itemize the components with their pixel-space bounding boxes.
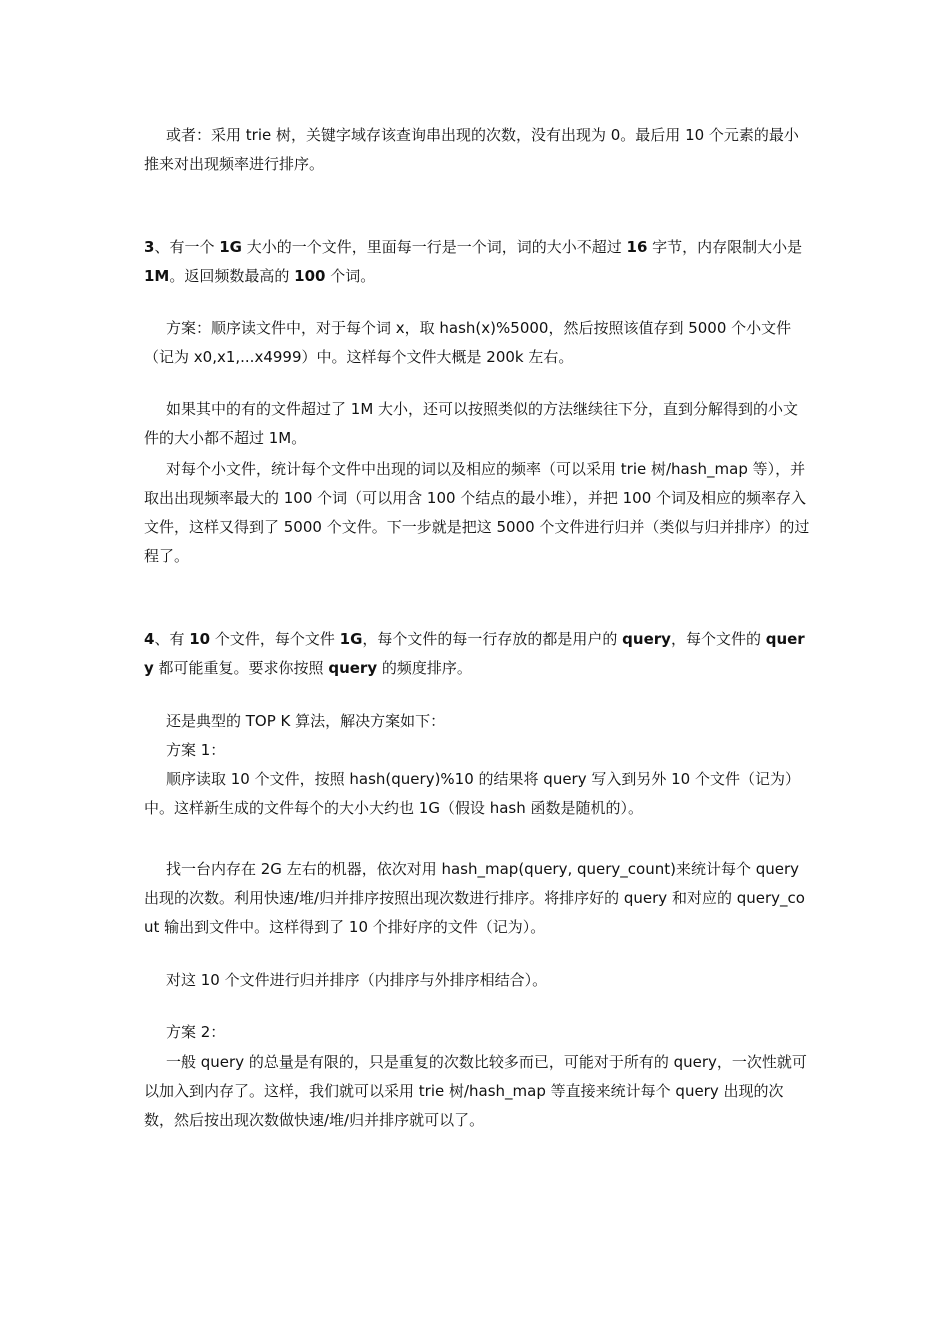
heading-bold: query bbox=[144, 630, 805, 677]
paragraph-trie-alternative: 或者：采用 trie 树，关键字域存该查询串出现的次数，没有出现为 0。最后用 10 个元素的最小推来对出现频率进行排序。 bbox=[144, 126, 799, 173]
heading-bold: 1G bbox=[339, 630, 363, 648]
heading-bold: 10 bbox=[189, 630, 211, 648]
heading-bold: 100 bbox=[294, 267, 326, 285]
heading-text: 大小的一个文件，里面每一行是一个词，词的大小不超过 bbox=[241, 238, 627, 256]
heading-text: 的频度排序。 bbox=[377, 659, 472, 677]
question-4-heading bbox=[144, 625, 810, 683]
heading-bold: 1G bbox=[219, 238, 242, 256]
heading-text: 。返回频数最高的 bbox=[169, 267, 295, 285]
answer-4-intro: 还是典型的 TOP K 算法，解决方案如下： bbox=[166, 712, 446, 730]
question-3-heading bbox=[144, 233, 810, 291]
heading-text: 都可能重复。要求你按照 bbox=[153, 659, 329, 677]
heading-text: 个词。 bbox=[325, 267, 376, 285]
answer-3-split: 如果其中的有的文件超过了 1M 大小，还可以按照类似的方法继续往下分，直到分解得到的小文件的大小都不超过 1M。 bbox=[144, 400, 799, 447]
answer-3-plan: 方案：顺序读文件中，对于每个词 x，取 hash(x)%5000，然后按照该值存到 5000 个小文件（记为 x0,x1,...x4999）中。这样每个文件大概是 200k 左右。 bbox=[144, 319, 792, 366]
question-number: 3 bbox=[144, 238, 155, 256]
heading-text: 、有 bbox=[154, 630, 190, 648]
heading-text: 字节，内存限制大小是 bbox=[647, 238, 803, 256]
question-number: 4 bbox=[144, 630, 155, 648]
plan-2-label: 方案 2： bbox=[166, 1023, 226, 1041]
heading-text: ，每个文件的 bbox=[670, 630, 766, 648]
heading-text: 个文件，每个文件 bbox=[210, 630, 340, 648]
heading-bold: 1M bbox=[144, 267, 170, 285]
heading-bold: 16 bbox=[626, 238, 648, 256]
plan-1-step-1: 顺序读取 10 个文件，按照 hash(query)%10 的结果将 query 写入到另外 10 个文件（记为）中。这样新生成的文件每个的大小大约也 1G（假设 hash 函数是随机的）。 bbox=[144, 770, 800, 817]
heading-text: ，每个文件的每一行存放的都是用户的 bbox=[362, 630, 623, 648]
answer-3-count: 对每个小文件，统计每个文件中出现的词以及相应的频率（可以采用 trie 树/hash_map 等），并取出出现频率最大的 100 个词（可以用含 100 个结点的最小堆），并把 100 个词及相应的频率存入文件，这样又得到了 5000 个文件。下一步就是把这 5000 个文件进行归并（类似与归并排序）的过程了。 bbox=[144, 460, 810, 565]
plan-1-label: 方案 1： bbox=[166, 741, 226, 759]
plan-2-body: 一般 query 的总量是有限的，只是重复的次数比较多而已，可能对于所有的 query，一次性就可以加入到内存了。这样，我们就可以采用 trie 树/hash_map 等直接来统计每个 query 出现的次数，然后按出现次数做快速/堆/归并排序就可以了。 bbox=[144, 1053, 807, 1129]
heading-bold: query bbox=[622, 630, 671, 648]
plan-1-step-3: 对这 10 个文件进行归并排序（内排序与外排序相结合）。 bbox=[166, 971, 548, 989]
heading-text: 、有一个 bbox=[154, 238, 220, 256]
plan-1-step-2: 找一台内存在 2G 左右的机器，依次对用 hash_map(query, query_count)来统计每个 query 出现的次数。利用快速/堆/归并排序按照出现次数进行排序。将排序好的 query 和对应的 query_cout 输出到文件中。这样得到了 10 个排好序的文件（记为）。 bbox=[144, 860, 805, 936]
heading-bold: query bbox=[328, 659, 378, 677]
